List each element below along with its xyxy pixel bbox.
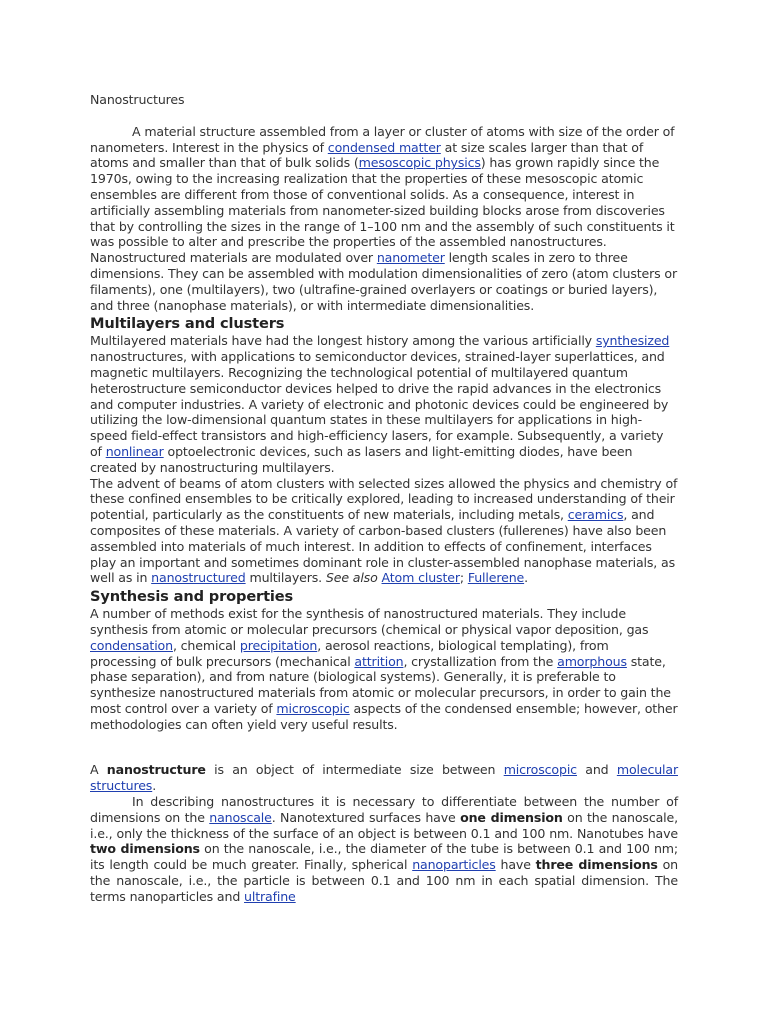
link-condensation[interactable]: condensation — [90, 637, 173, 653]
text-run: ; — [459, 570, 468, 586]
link-mesoscopic-physics[interactable]: mesoscopic physics — [358, 155, 481, 171]
link-attrition[interactable]: attrition — [354, 653, 404, 669]
text-run: multilayers. — [245, 570, 326, 586]
text-run: . Nanotextured surfaces have — [271, 809, 461, 825]
section-gap — [90, 732, 678, 762]
link-atom-cluster[interactable]: Atom cluster — [381, 570, 460, 586]
text-run: optoelectronic devices, such as lasers and light-emitting diodes, have been created by nanostructuring multilayers. — [90, 443, 633, 475]
link-structures[interactable]: structures — [90, 778, 153, 794]
page-title: Nanostructures — [90, 92, 185, 107]
link-microscopic[interactable]: microscopic — [276, 700, 350, 716]
text-run: , chemical — [172, 637, 240, 653]
link-nanoparticles[interactable]: nanoparticles — [412, 857, 496, 873]
text-run: , crystallization from the — [403, 653, 558, 669]
link-molecular[interactable]: molecular — [616, 762, 678, 778]
bold-term: nanostructure — [106, 762, 206, 778]
intro-paragraph — [90, 124, 678, 250]
section-heading-multilayers: Multilayers and clusters — [90, 315, 285, 333]
text-run: . — [152, 778, 157, 794]
text-run: , aerosol reactions, biological templating), from processing of bulk precursors (mechanical — [90, 637, 609, 669]
definition-paragraph — [90, 762, 678, 794]
link-microscopic-2[interactable]: microscopic — [503, 762, 577, 778]
text-run: and — [576, 762, 617, 778]
link-nanometer[interactable]: nanometer — [376, 250, 445, 266]
text-run: ) has grown rapidly since the 1970s, owing to the increasing realization that the properties of these mesoscopic atomic ensembles are different from those of conventional solids. As a consequence, interest in artificially assembling materials from nanometer-sized building blocks arose from discoveries that by controlling the sizes in the range of 1–100 nm and the assembly of such constituents it was possible to alter and prescribe the properties of the assembled nanostructures. — [90, 155, 675, 250]
text-run: The advent of beams of atom clusters with selected sizes allowed the physics and chemistry of these confined ensembles to be critically explored, leading to increased understanding of their potential, particularly as the constituents of new materials, including metals, — [90, 475, 678, 523]
link-nonlinear[interactable]: nonlinear — [105, 443, 164, 459]
text-run: Nanostructured materials are modulated over — [90, 250, 377, 266]
link-fullerene[interactable]: Fullerene — [467, 570, 525, 586]
multilayers-paragraph-1 — [90, 333, 678, 475]
link-synthesized[interactable]: synthesized — [595, 333, 670, 349]
link-precipitation[interactable]: precipitation — [239, 637, 318, 653]
text-run: is an object of intermediate size between — [205, 762, 504, 778]
text-run: on the nanoscale, i.e., only the thickness of the surface of an object is between 0.1 and 100 nm. Nanotubes have — [90, 809, 678, 841]
link-nanoscale[interactable]: nanoscale — [209, 809, 272, 825]
text-run: state, phase separation), and from nature (biological systems). Generally, it is preferable to synthesize nanostructured materials from atomic or molecular precursors, in order to gain the most control over a variety of — [90, 653, 671, 716]
text-run: nanostructures, with applications to semiconductor devices, strained-layer superlattices, and magnetic multilayers. Recognizing the technological potential of multilayered quantum heterostructure semiconductor devices helped to drive the rapid advances in the electronics and computer industries. A variety of electronic and photonic devices could be engineered by utilizing the low-dimensional quantum states in these multilayers for applications in high-speed field-effect transistors and high-efficiency lasers, for example. Subsequently, a variety of — [90, 349, 669, 459]
text-run: . — [524, 570, 528, 586]
synthesis-paragraph — [90, 606, 678, 732]
text-run: In describing nanostructures it is necessary to differentiate between the number of dimensions on the — [90, 794, 678, 825]
text-run: aspects of the condensed ensemble; however, other methodologies can often yield very useful results. — [90, 700, 678, 732]
link-nanostructured[interactable]: nanostructured — [151, 570, 246, 586]
link-ultrafine[interactable]: ultrafine — [244, 888, 296, 904]
modulated-paragraph — [90, 250, 678, 313]
text-run: have — [495, 857, 536, 873]
text-run: length scales in zero to three dimensions. They can be assembled with modulation dimensionalities of zero (atom clusters or filaments), one (multilayers), two (ultrafine-grained overlayers or coatings or buried layers), and three (nanophase materials), or with intermediate dimensionalities. — [90, 250, 677, 313]
text-run: on the nanoscale, i.e., the diameter of the tube is between 0.1 and 100 nm; its length could be much greater. Finally, spherical — [90, 841, 678, 873]
dimensions-paragraph — [90, 794, 678, 905]
link-condensed-matter[interactable]: condensed matter — [327, 139, 441, 155]
link-ceramics[interactable]: ceramics — [567, 507, 624, 523]
section-heading-synthesis: Synthesis and properties — [90, 588, 294, 606]
multilayers-paragraph-2 — [90, 476, 678, 587]
text-run: at size scales larger than that of atoms and smaller than that of bulk solids ( — [90, 139, 644, 171]
text-run: Multilayered materials have had the longest history among the various artificially — [90, 333, 596, 349]
bold-term: one dimension — [460, 809, 563, 825]
text-run: A — [90, 762, 107, 778]
text-run: , and composites of these materials. A variety of carbon-based clusters (fullerenes) have also been assembled into materials of much interest. In addition to effects of confinement, interfaces play an important and sometimes dominant role in cluster-assembled nanophase materials, as well as in — [90, 507, 675, 586]
bold-term: two dimensions — [90, 841, 200, 857]
text-run: A number of methods exist for the synthesis of nanostructured materials. They include synthesis from atomic or molecular precursors (chemical or physical vapor deposition, gas — [90, 606, 649, 637]
text-run: A material structure assembled from a layer or cluster of atoms with size of the order of nanometers. Interest in the physics of — [90, 123, 675, 155]
link-amorphous[interactable]: amorphous — [557, 653, 627, 669]
text-run: on the nanoscale, i.e., the particle is between 0.1 and 100 nm in each spatial dimension. The terms nanoparticles and — [90, 857, 679, 904]
see-also-label: See also — [325, 570, 378, 586]
bold-term: three dimensions — [535, 857, 658, 873]
document-body — [90, 92, 678, 905]
